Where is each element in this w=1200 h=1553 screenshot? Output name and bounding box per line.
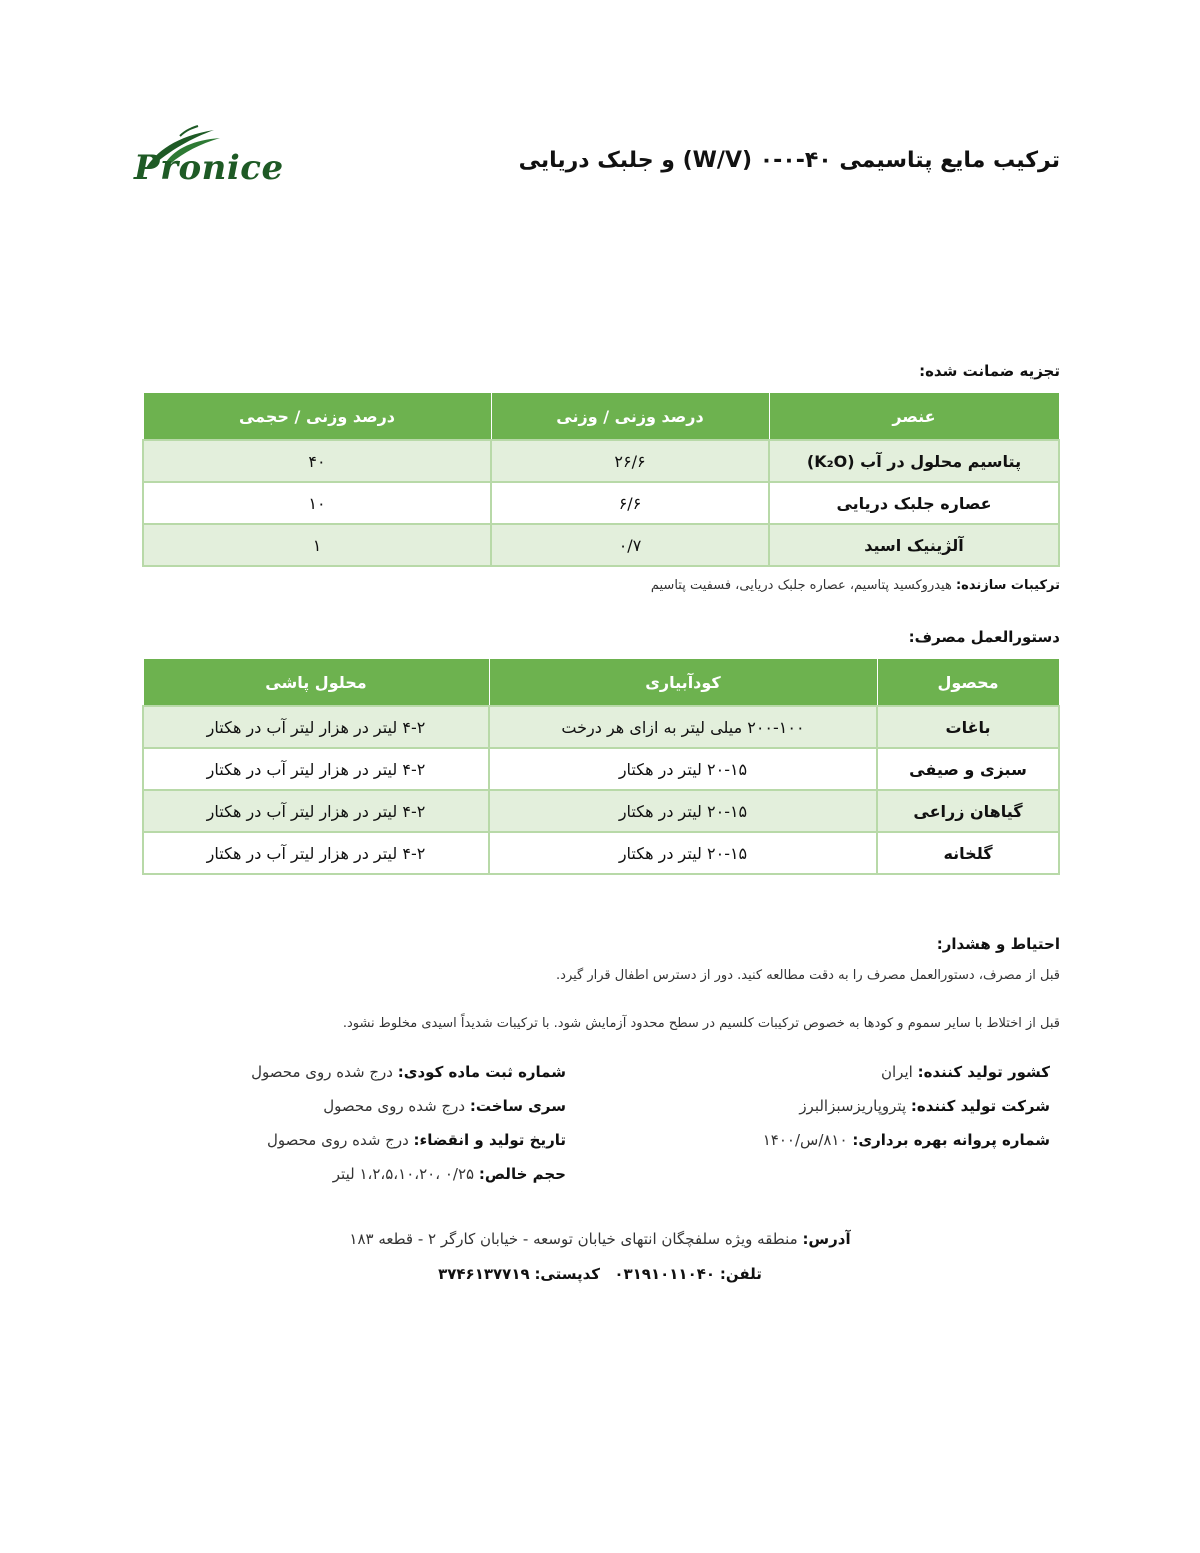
table-cell: ۴۰	[143, 440, 491, 482]
table-row	[143, 482, 1059, 524]
table-row	[143, 748, 1059, 790]
column-header: درصد وزنی / وزنی	[491, 393, 769, 441]
info-value: درج شده روی محصول	[323, 1097, 466, 1115]
info-label: تاریخ تولید و انقضاء:	[413, 1131, 566, 1149]
contact-line	[0, 1265, 1200, 1283]
logo-text: Pronice	[134, 148, 284, 188]
table-header-row	[143, 393, 1059, 441]
column-header: محصول	[877, 659, 1059, 707]
ingredients-label: ترکیبات سازنده:	[955, 578, 1060, 593]
ingredients-line	[651, 578, 1060, 593]
info-item	[881, 1063, 1050, 1081]
info-value: ۰/۲۵ ،۱،۲،۵،۱۰،۲۰ لیتر	[332, 1165, 475, 1183]
table-row	[143, 524, 1059, 566]
info-item	[333, 1165, 566, 1183]
page-title: ترکیب مایع پتاسیمی ۴۰-۰-۰ (W/V) و جلبک دریایی	[518, 148, 1060, 173]
table-cell: ۲۰۰-۱۰۰ میلی لیتر به ازای هر درخت	[489, 706, 877, 748]
table-row	[143, 440, 1059, 482]
table-cell: ۲۶/۶	[491, 440, 769, 482]
info-value: درج شده روی محصول	[266, 1131, 409, 1149]
ingredients-value: هیدروکسید پتاسیم، عصاره جلبک دریایی، فسفیت پتاسیم	[650, 578, 952, 593]
table-cell: ۱	[143, 524, 491, 566]
table-cell: ۲۰-۱۵ لیتر در هکتار	[489, 832, 877, 874]
info-label: سری ساخت:	[469, 1097, 566, 1115]
table-cell: ۰/۷	[491, 524, 769, 566]
table-cell: ۶/۶	[491, 482, 769, 524]
usage-heading: دستورالعمل مصرف:	[908, 628, 1060, 646]
table-cell: ۴-۲ لیتر در هزار لیتر آب در هکتار	[143, 706, 489, 748]
info-item	[763, 1131, 1050, 1149]
usage-table	[142, 658, 1060, 875]
warning-line: قبل از اختلاط با سایر سموم و کودها به خصوص ترکیبات کلسیم در سطح محدود آزمایش شود. با ترکیبات شدیداً اسیدی مخلوط نشود.	[342, 1016, 1060, 1031]
table-row	[143, 832, 1059, 874]
table-cell: سبزی و صیفی	[877, 748, 1059, 790]
table-cell: پتاسیم محلول در آب (K₂O)	[769, 440, 1059, 482]
column-header: محلول پاشی	[143, 659, 489, 707]
column-header: کودآبیاری	[489, 659, 877, 707]
table-cell: عصاره جلبک دریایی	[769, 482, 1059, 524]
table-row	[143, 706, 1059, 748]
table-cell: گیاهان زراعی	[877, 790, 1059, 832]
address-value: منطقه ویژه سلفچگان انتهای خیابان توسعه - خیابان کارگر ۲ - قطعه ۱۸۳	[349, 1230, 798, 1248]
table-cell: ۲۰-۱۵ لیتر در هکتار	[489, 748, 877, 790]
table-cell: آلژینیک اسید	[769, 524, 1059, 566]
table-cell: ۴-۲ لیتر در هزار لیتر آب در هکتار	[143, 748, 489, 790]
info-value: پتروپاریزسبزالبرز	[799, 1097, 907, 1115]
phone-label: تلفن:	[719, 1265, 762, 1283]
info-label: کشور تولید کننده:	[917, 1063, 1050, 1081]
table-row	[143, 790, 1059, 832]
address-line	[0, 1230, 1200, 1248]
table-cell: باغات	[877, 706, 1059, 748]
warning-heading: احتیاط و هشدار:	[936, 935, 1060, 953]
info-value: ایران	[880, 1063, 913, 1081]
info-item	[323, 1097, 566, 1115]
info-label: شماره پروانه بهره برداری:	[852, 1131, 1050, 1149]
info-item	[251, 1063, 566, 1081]
address-label: آدرس:	[802, 1230, 851, 1248]
table-cell: ۴-۲ لیتر در هزار لیتر آب در هکتار	[143, 790, 489, 832]
table-cell: ۱۰	[143, 482, 491, 524]
postal-label: کدپستی:	[534, 1265, 601, 1283]
table-cell: ۴-۲ لیتر در هزار لیتر آب در هکتار	[143, 832, 489, 874]
info-item	[799, 1097, 1050, 1115]
info-value: ۸۱۰/س/۱۴۰۰	[762, 1131, 848, 1149]
info-value: درج شده روی محصول	[251, 1063, 393, 1081]
warning-line: قبل از مصرف، دستورالعمل مصرف را به دقت مطالعه کنید. دور از دسترس اطفال قرار گیرد.	[556, 968, 1060, 983]
info-item	[267, 1131, 566, 1149]
table-header-row	[143, 659, 1059, 707]
table-cell: ۲۰-۱۵ لیتر در هکتار	[489, 790, 877, 832]
postal-value: ۳۷۴۶۱۳۷۷۱۹	[438, 1265, 530, 1283]
info-label: شرکت تولید کننده:	[910, 1097, 1050, 1115]
column-header: درصد وزنی / حجمی	[143, 393, 491, 441]
phone-value: ۰۳۱۹۱۰۱۱۰۴۰	[614, 1265, 716, 1283]
analysis-table	[142, 392, 1060, 567]
info-label: حجم خالص:	[478, 1165, 566, 1183]
column-header: عنصر	[769, 393, 1059, 441]
analysis-heading: تجزیه ضمانت شده:	[919, 362, 1060, 380]
brand-logo	[130, 122, 284, 202]
info-label: شماره ثبت ماده کودی:	[397, 1063, 566, 1081]
table-cell: گلخانه	[877, 832, 1059, 874]
